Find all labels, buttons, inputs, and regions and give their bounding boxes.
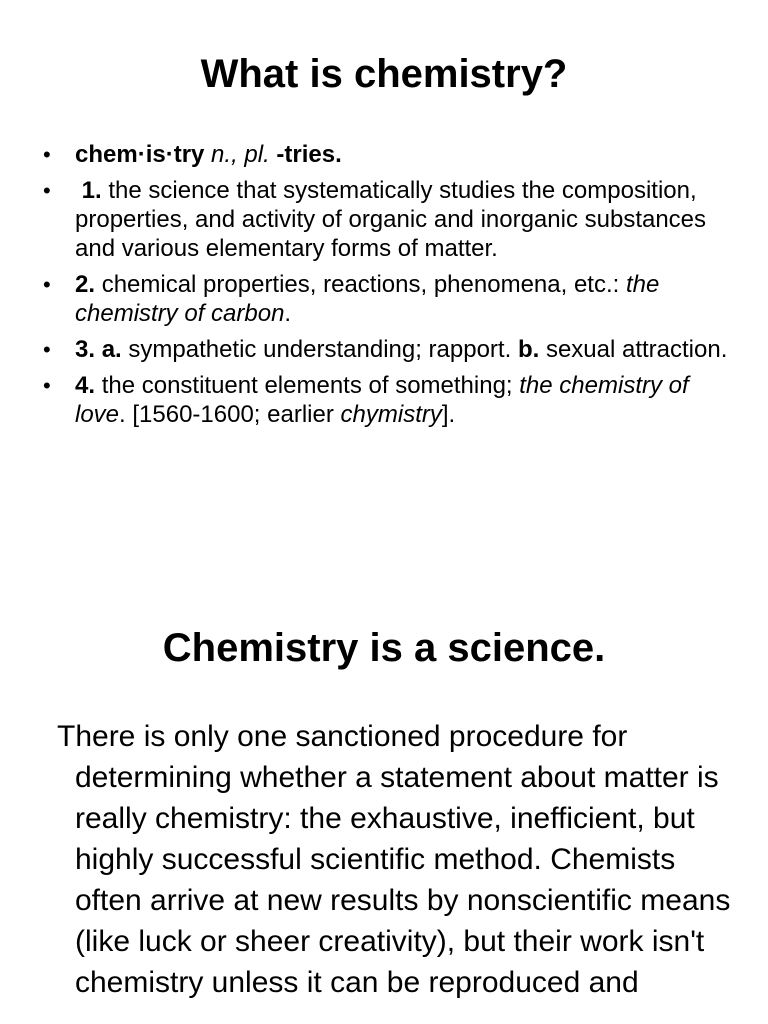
definition-list xyxy=(0,140,768,436)
definition-example: the chemistry of love xyxy=(75,372,689,428)
definition-number: 3. xyxy=(75,336,96,363)
definition-number: 4. xyxy=(75,372,96,399)
slide-title-what-is-chemistry: What is chemistry? xyxy=(200,52,568,96)
bullet-icon: • xyxy=(43,373,51,398)
definition-item-3 xyxy=(0,335,768,364)
etymology-word: chymistry xyxy=(340,401,442,428)
definition-headword-item xyxy=(0,140,768,169)
definition-text: the constituent elements of something; xyxy=(101,372,513,399)
sense-a-text: sympathetic understanding; rapport. xyxy=(128,336,512,363)
definition-text: chemical properties, reactions, phenomena, etc.: xyxy=(101,271,620,298)
bullet-icon: • xyxy=(43,178,51,203)
definition-text: the science that systematically studies the composition, properties, and activity of organic and inorganic substances and various elementary forms of matter. xyxy=(75,177,707,262)
definition-end: . xyxy=(284,300,292,327)
definition-item-4 xyxy=(0,371,768,429)
definition-number: 2. xyxy=(75,271,96,298)
bullet-icon: • xyxy=(43,337,51,362)
definition-item-2 xyxy=(0,270,768,328)
sense-b-text: sexual attraction. xyxy=(545,336,728,363)
definition-example: the chemistry of carbon xyxy=(75,271,660,327)
etymology-suffix: ]. xyxy=(441,401,456,428)
plural-form: -tries. xyxy=(276,141,342,168)
body-paragraph: There is only one sanctioned procedure for determining whether a statement about matter is really chemistry: the exhaustive, inefficient, but highly successful scientific method. Chemists often arrive at new results by nonscientific means (like luck or sheer creativity), but their work isn't chemistry unless it can be reproduced and xyxy=(57,720,731,999)
sense-a-label: a. xyxy=(101,336,122,363)
bullet-icon: • xyxy=(43,272,51,297)
headword: chem·is·try xyxy=(75,141,205,168)
definition-item-1 xyxy=(0,176,768,263)
bullet-icon: • xyxy=(43,142,51,167)
sense-b-label: b. xyxy=(517,336,540,363)
etymology-prefix: . [1560-1600; earlier xyxy=(119,401,334,428)
slide-title-chemistry-is-a-science: Chemistry is a science. xyxy=(162,626,606,670)
definition-number: 1. xyxy=(81,177,102,204)
part-of-speech: n., pl. xyxy=(211,141,270,168)
